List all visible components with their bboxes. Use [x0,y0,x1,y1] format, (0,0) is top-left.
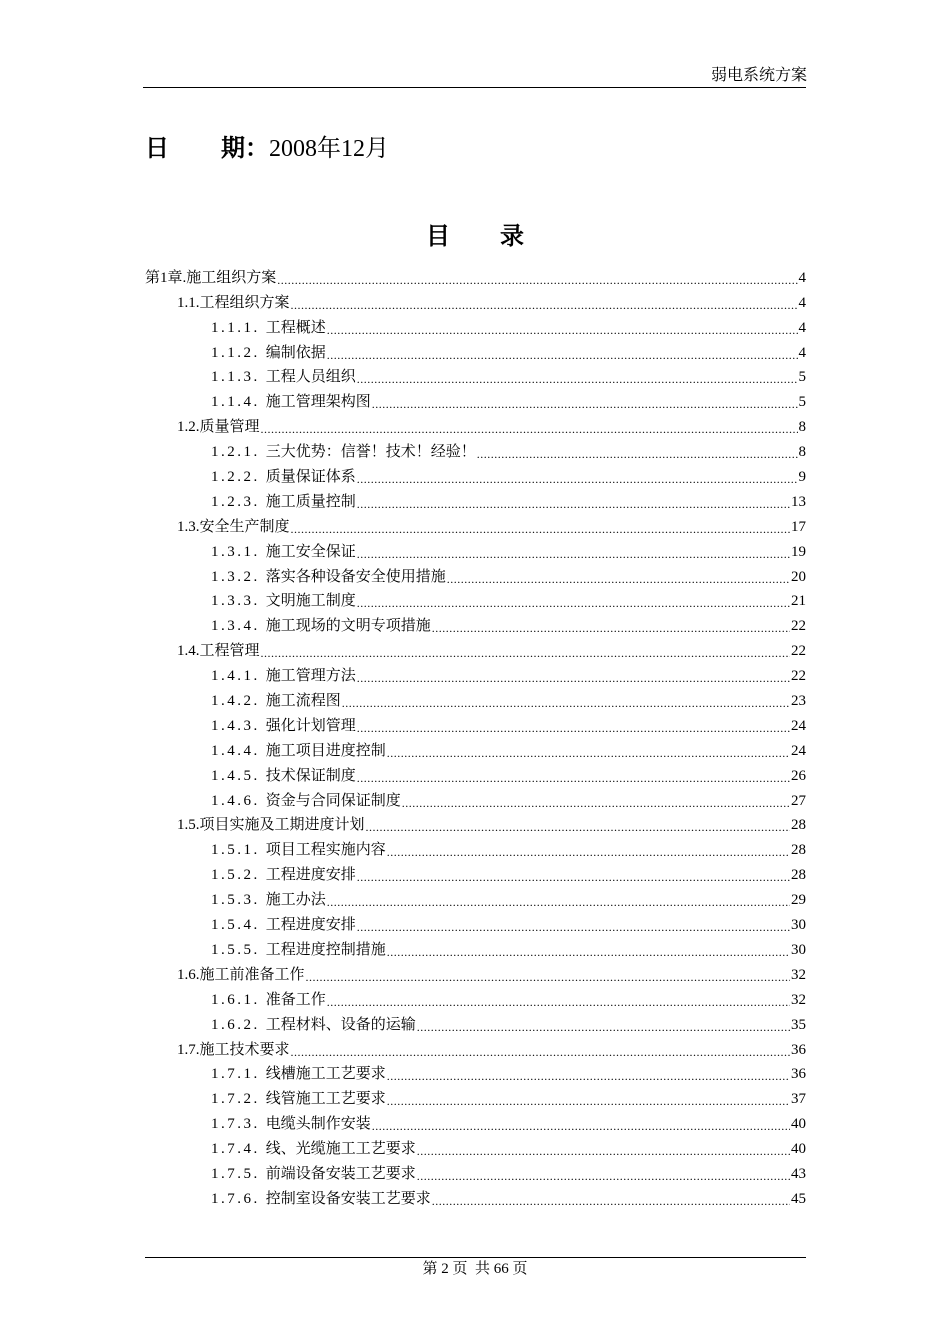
toc-entry-page: 17 [791,518,806,535]
toc-entry[interactable] [145,536,806,561]
toc-entry-page: 22 [791,668,806,685]
toc-entry-number: 1.1.4. [211,394,260,411]
toc-entry[interactable] [145,834,806,859]
toc-entry[interactable] [145,586,806,611]
toc-entry-title: 施工流程图 [265,693,341,710]
toc-entry-title: 施工技术要求 [199,1041,290,1058]
toc-entry-page: 9 [798,469,806,486]
date-label-second: 期： [221,136,269,162]
toc-entry[interactable] [145,859,806,884]
toc-entry-title: 施工现场的文明专项措施 [265,618,431,635]
toc-dot-leader [357,472,798,486]
toc-dot-leader [372,397,798,411]
toc-dot-leader [327,995,790,1009]
toc-entry-title: 工程进度安排 [265,917,356,934]
toc-entry-title: 文明施工制度 [265,593,356,610]
toc-entry-title: 质量管理 [199,419,260,436]
toc-entry-page: 40 [791,1116,806,1133]
toc-dot-leader [387,945,790,959]
toc-entry[interactable] [145,511,806,536]
toc-entry[interactable] [145,685,806,710]
page-header-title: 弱电系统方案 [710,67,807,84]
toc-entry[interactable] [145,287,806,312]
toc-entry-page: 24 [791,717,806,734]
toc-entry[interactable] [145,660,806,685]
toc-entry-number: 1.5.5. [211,941,260,958]
toc-entry-number: 1.1.1. [211,319,260,336]
toc-entry-title: 施工管理方法 [265,668,356,685]
toc-entry[interactable] [145,735,806,760]
toc-entry-number: 1.6. [177,966,200,983]
toc-entry-title: 强化计划管理 [265,717,356,734]
toc-entry-title: 施工组织方案 [186,269,277,286]
toc-dot-leader [417,1169,790,1183]
toc-dot-leader [327,348,798,362]
toc-dot-leader [417,1144,790,1158]
toc-entry-page: 32 [791,991,806,1008]
toc-entry-page: 4 [798,269,806,286]
table-of-contents [145,262,806,1208]
toc-entry-number: 1.7.1. [211,1066,260,1083]
toc-entry-title: 施工前准备工作 [199,966,305,983]
toc-dot-leader [277,273,797,287]
toc-entry-page: 22 [791,618,806,635]
toc-entry[interactable] [145,1083,806,1108]
toc-entry-page: 4 [798,294,806,311]
toc-entry-title: 质量保证体系 [265,469,356,486]
toc-dot-leader [387,1094,790,1108]
page-footer: 第 2 页 共 66 页 [422,1261,528,1277]
toc-dot-leader [387,746,790,760]
toc-entry-page: 37 [791,1091,806,1108]
toc-entry-title: 三大优势：信誉！技术！经验！ [265,444,476,461]
toc-dot-leader [432,1194,790,1208]
toc-entry-number: 1.4.3. [211,717,260,734]
toc-entry[interactable] [145,760,806,785]
toc-entry-number: 1.7.4. [211,1141,260,1158]
toc-entry-page: 27 [791,792,806,809]
toc-entry-page: 13 [791,493,806,510]
toc-entry-page: 40 [791,1141,806,1158]
toc-entry[interactable] [145,884,806,909]
toc-dot-leader [357,596,790,610]
toc-dot-leader [357,721,790,735]
toc-title: 目 录 [426,224,546,250]
toc-entry[interactable] [145,810,806,835]
toc-entry-number: 1.6.1. [211,991,260,1008]
toc-entry-page: 32 [791,966,806,983]
toc-entry[interactable] [145,486,806,511]
toc-entry-title: 工程进度安排 [265,867,356,884]
toc-entry-title: 项目工程实施内容 [265,842,386,859]
toc-entry-number: 1.5.4. [211,917,260,934]
toc-entry[interactable] [145,312,806,337]
toc-dot-leader [342,696,790,710]
toc-entry-number: 1.5.3. [211,892,260,909]
toc-entry-number: 1.1. [177,294,200,311]
toc-entry-page: 21 [791,593,806,610]
toc-entry-page: 23 [791,693,806,710]
toc-entry-number: 1.7.3. [211,1116,260,1133]
toc-entry-number: 1.2.2. [211,469,260,486]
toc-entry-page: 4 [798,344,806,361]
toc-dot-leader [357,497,790,511]
toc-entry-number: 1.4.6. [211,792,260,809]
date-line [145,134,389,164]
toc-entry-number: 1.2.3. [211,493,260,510]
toc-dot-leader [387,1069,790,1083]
toc-entry-page: 19 [791,543,806,560]
toc-dot-leader [291,298,798,312]
toc-entry-number: 1.2.1. [211,444,260,461]
toc-entry-number: 1.1.2. [211,344,260,361]
toc-dot-leader [372,1119,790,1133]
toc-entry[interactable] [145,1183,806,1208]
toc-entry-page: 43 [791,1165,806,1182]
toc-entry-page: 36 [791,1066,806,1083]
date-value: 2008年12月 [269,136,389,162]
toc-dot-leader [357,547,790,561]
toc-entry-page: 28 [791,817,806,834]
toc-dot-leader [366,820,790,834]
toc-entry[interactable] [145,362,806,387]
toc-entry-number: 1.7.2. [211,1091,260,1108]
footer-rule [145,1257,806,1258]
toc-entry-title: 工程概述 [265,319,326,336]
toc-entry-title: 项目实施及工期进度计划 [199,817,365,834]
toc-entry-title: 施工项目进度控制 [265,742,386,759]
toc-entry-number: 1.3.1. [211,543,260,560]
toc-dot-leader [327,323,798,337]
toc-entry[interactable] [145,610,806,635]
toc-entry-page: 35 [791,1016,806,1033]
toc-entry-page: 5 [798,369,806,386]
toc-entry[interactable] [145,337,806,362]
toc-entry-number: 1.5. [177,817,200,834]
toc-entry[interactable] [145,959,806,984]
toc-dot-leader [357,870,790,884]
toc-entry-number: 1.4. [177,643,200,660]
toc-entry-page: 30 [791,941,806,958]
toc-entry[interactable] [145,561,806,586]
toc-entry[interactable] [145,1133,806,1158]
toc-entry-title: 工程管理 [199,643,260,660]
toc-dot-leader [357,372,798,386]
toc-dot-leader [327,895,790,909]
toc-entry-number: 1.6.2. [211,1016,260,1033]
toc-entry-page: 5 [798,394,806,411]
toc-entry-number: 1.4.2. [211,693,260,710]
toc-entry-page: 26 [791,767,806,784]
toc-entry-number: 1.4.5. [211,767,260,784]
toc-entry-title: 技术保证制度 [265,767,356,784]
toc-entry-title: 准备工作 [265,991,326,1008]
toc-entry[interactable] [145,635,806,660]
toc-entry-number: 1.4.4. [211,742,260,759]
toc-dot-leader [291,1045,790,1059]
toc-entry[interactable] [145,1034,806,1059]
toc-entry-title: 落实各种设备安全使用措施 [265,568,446,585]
toc-entry-number: 1.7. [177,1041,200,1058]
toc-entry-title: 线槽施工工艺要求 [265,1066,386,1083]
toc-dot-leader [477,447,798,461]
toc-dot-leader [261,646,790,660]
toc-entry[interactable] [145,1158,806,1183]
toc-dot-leader [306,970,790,984]
toc-entry-page: 8 [798,419,806,436]
toc-dot-leader [261,422,798,436]
toc-entry-number: 1.3. [177,518,200,535]
toc-entry[interactable] [145,436,806,461]
toc-dot-leader [432,621,790,635]
toc-entry-title: 电缆头制作安装 [265,1116,371,1133]
toc-entry-page: 36 [791,1041,806,1058]
toc-entry-title: 工程进度控制措施 [265,941,386,958]
toc-entry-number: 1.7.5. [211,1165,260,1182]
toc-entry[interactable] [145,785,806,810]
toc-entry-page: 22 [791,643,806,660]
toc-entry-title: 资金与合同保证制度 [265,792,401,809]
date-label-first: 日 [145,136,169,162]
toc-entry[interactable] [145,984,806,1009]
toc-entry[interactable] [145,1009,806,1034]
toc-entry[interactable] [145,262,806,287]
toc-dot-leader [357,671,790,685]
toc-entry-number: 1.7.6. [211,1190,260,1207]
toc-entry-number: 1.3.3. [211,593,260,610]
toc-entry-title: 线、光缆施工工艺要求 [265,1141,416,1158]
toc-entry-number: 1.3.4. [211,618,260,635]
toc-entry[interactable] [145,411,806,436]
toc-dot-leader [447,572,790,586]
toc-entry-number: 1.2. [177,419,200,436]
toc-entry-page: 29 [791,892,806,909]
toc-dot-leader [291,522,790,536]
toc-entry[interactable] [145,386,806,411]
header-rule [143,87,806,88]
toc-entry-number: 1.1.3. [211,369,260,386]
toc-entry-title: 工程材料、设备的运输 [265,1016,416,1033]
toc-entry-page: 20 [791,568,806,585]
toc-entry-number: 1.4.1. [211,668,260,685]
toc-dot-leader [402,796,790,810]
toc-entry-title: 安全生产制度 [199,518,290,535]
toc-dot-leader [417,1020,790,1034]
toc-entry-title: 施工办法 [265,892,326,909]
toc-entry-page: 4 [798,319,806,336]
toc-entry[interactable] [145,461,806,486]
toc-dot-leader [357,920,790,934]
toc-entry-number: 1.5.1. [211,842,260,859]
toc-entry-number: 1.3.2. [211,568,260,585]
toc-entry-title: 工程组织方案 [199,294,290,311]
toc-entry-title: 控制室设备安装工艺要求 [265,1190,431,1207]
toc-dot-leader [387,845,790,859]
toc-entry-title: 线管施工工艺要求 [265,1091,386,1108]
toc-entry-title: 施工质量控制 [265,493,356,510]
toc-entry[interactable] [145,1108,806,1133]
toc-dot-leader [357,771,790,785]
toc-entry-page: 28 [791,842,806,859]
toc-entry-title: 前端设备安装工艺要求 [265,1165,416,1182]
toc-entry-title: 工程人员组织 [265,369,356,386]
toc-entry-page: 8 [798,444,806,461]
toc-entry-page: 28 [791,867,806,884]
toc-entry-page: 30 [791,917,806,934]
toc-entry-title: 施工管理架构图 [265,394,371,411]
toc-entry-page: 45 [791,1190,806,1207]
toc-entry[interactable] [145,934,806,959]
toc-entry[interactable] [145,1059,806,1084]
toc-entry[interactable] [145,710,806,735]
toc-entry[interactable] [145,909,806,934]
toc-entry-page: 24 [791,742,806,759]
toc-entry-title: 施工安全保证 [265,543,356,560]
toc-entry-title: 编制依据 [265,344,326,361]
toc-entry-number: 1.5.2. [211,867,260,884]
toc-entry-number: 第1章. [145,269,187,286]
